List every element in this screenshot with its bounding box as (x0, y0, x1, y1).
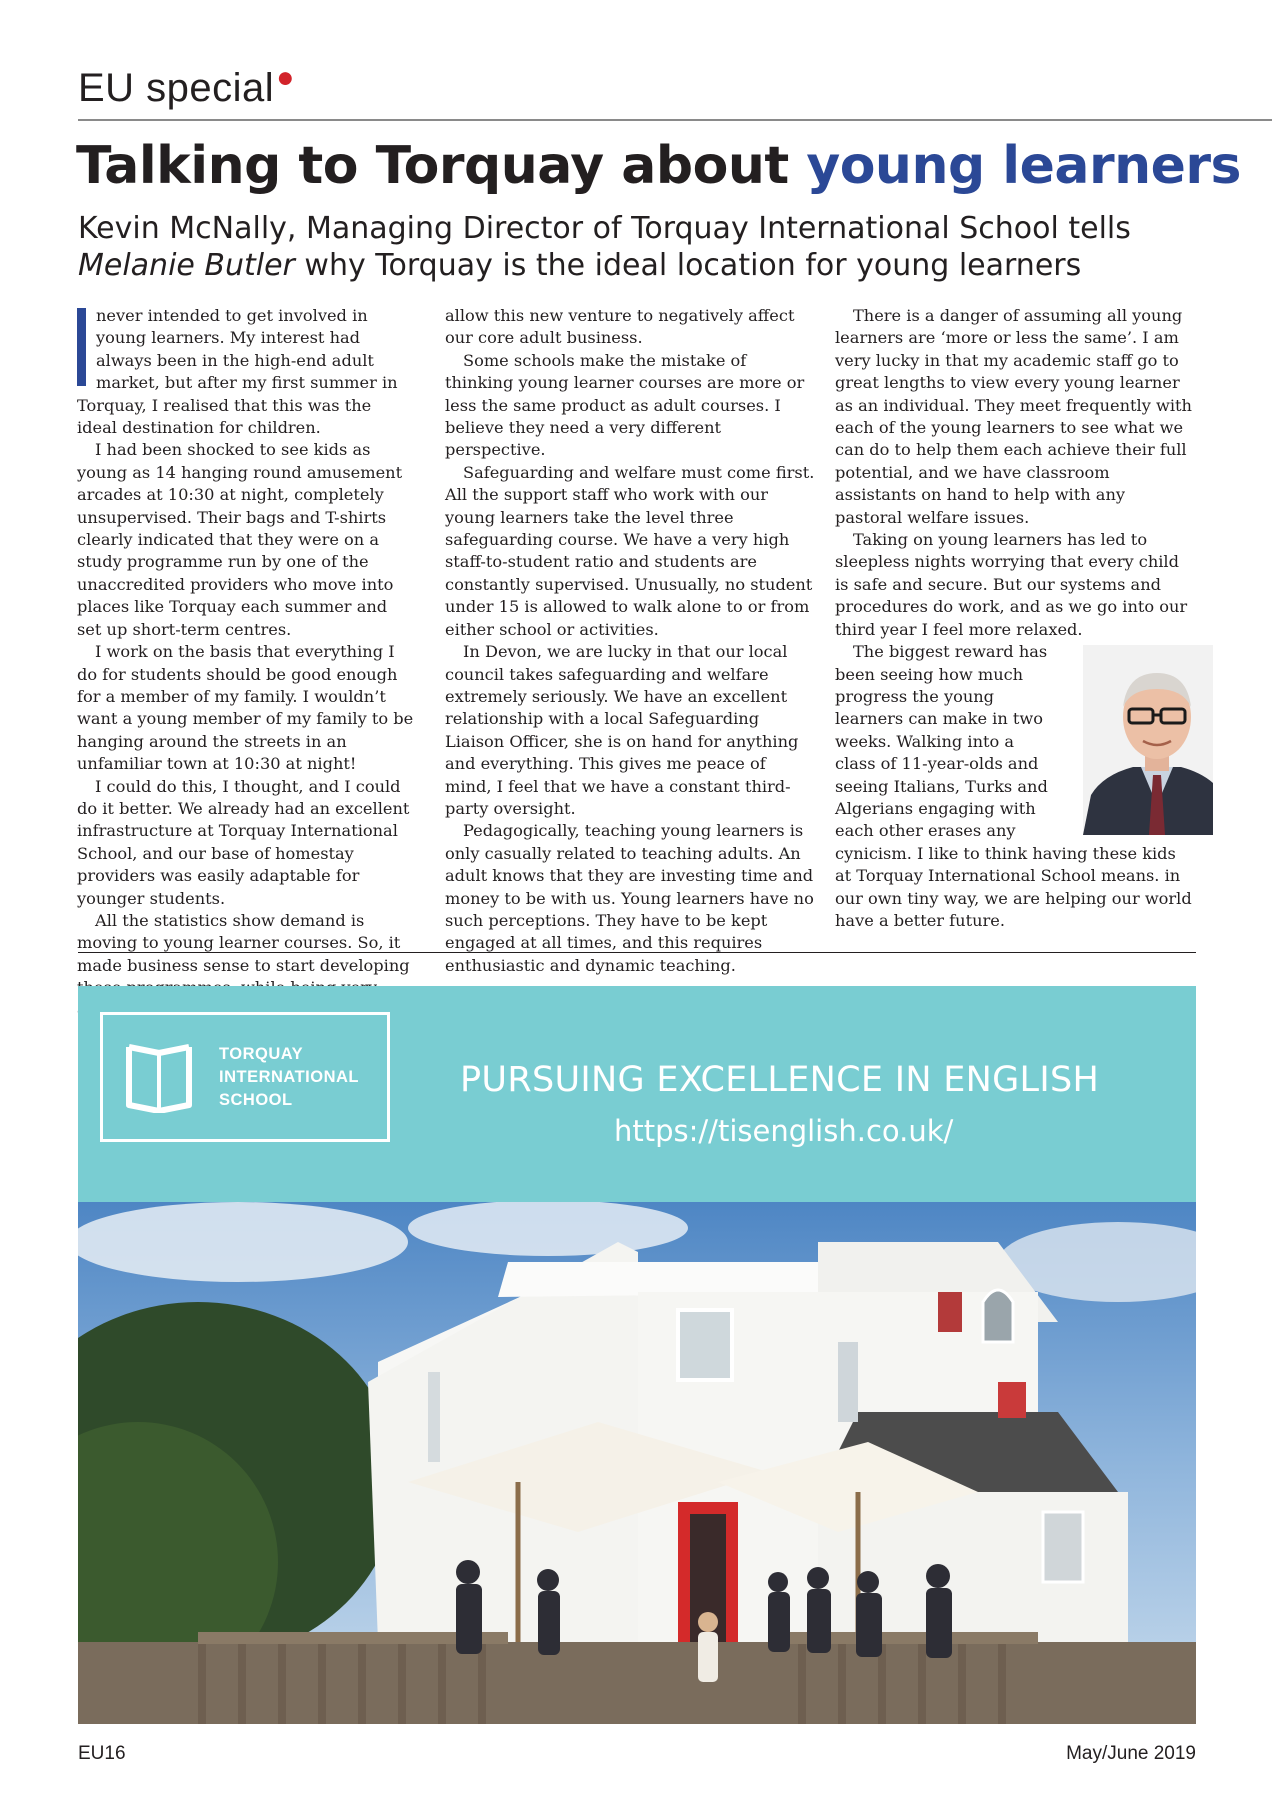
school-logo (100, 1012, 390, 1142)
section-label (78, 61, 295, 111)
standfirst-author: Melanie Butler (78, 248, 295, 283)
article-column-2 (445, 305, 815, 977)
logo-line: SCHOOL (219, 1091, 293, 1109)
dropcap-i-mark (77, 308, 86, 386)
article-paragraph: Some schools make the mistake of thinking young learner courses are more or less the same product as adult courses. I believe they need a very different perspective. (445, 350, 805, 460)
headline (76, 136, 1241, 196)
advert-url-link[interactable]: https://tisenglish.co.uk/ (614, 1114, 954, 1148)
standfirst (78, 210, 1188, 284)
logo-line: INTERNATIONAL (219, 1068, 360, 1086)
article-paragraph: never intended to get involved in young learners. My interest had always been in the high-end adult market, but after my first summer in Torquay, I realised that this was the ideal destination for children. (77, 306, 398, 438)
article-paragraph: I had been shocked to see kids as young as 14 hanging round amusement arcades at 10:30 at night, completely unsupervised. Their bags and T-shirts clearly indicated that they were on a study programme run by one of the unaccredited providers who move into places like Torquay each summer and set up short-term centres. (77, 440, 403, 639)
article-paragraph: In Devon, we are lucky in that our local council takes safeguarding and welfare extremely seriously. We have an excellent relationship with a local Safeguarding Liaison Officer, she is on hand for anything and everything. This gives me peace of mind, I feel that we have a constant third-party oversight. (445, 642, 799, 818)
article-column-3 (835, 305, 1195, 932)
headline-main: Talking to Torquay about (76, 136, 807, 196)
advert-banner (78, 986, 1196, 1202)
article-paragraph: There is a danger of assuming all young learners are ‘more or less the same’. I am very lucky in that my academic staff go to great lengths to view every young learner as an individual. They meet frequently with each of the young learners to see what we can do to help them each achieve their full potential, and we have classroom assistants on hand to help with any pastoral welfare issues. (835, 306, 1192, 527)
standfirst-line-2: why Torquay is the ideal location for young learners (294, 248, 1082, 283)
open-book-icon (125, 1041, 193, 1113)
standfirst-line-1: Kevin McNally, Managing Director of Torquay International School tells (78, 211, 1131, 246)
article-paragraph: Taking on young learners has led to sleepless nights worrying that every child is safe and secure. But our systems and procedures do work, and as we go into our third year I feel more relaxed. (835, 530, 1188, 639)
advert-tagline: PURSUING EXCELLENCE IN ENGLISH (460, 1060, 1100, 1100)
article-paragraph: All the statistics show demand is moving to young learner courses. So, it made business sense to start developing (77, 910, 410, 975)
article-paragraph: The biggest reward has been seeing how much progress the young learners can make in two weeks. Walking into a class of 11-year-olds and seeing Italians, Turks and Algerians engaging with each other erases any cynicism. I like to think having these kids at Torquay International School means. in our own tiny way, we are helping our world have a better future. (835, 641, 1195, 932)
article-paragraph: Pedagogically, teaching young learners is only casually related to teaching adults. An adult knows that they are investing time and money to be with us. Young learners have no such perceptions. They have to be kept engaged at all times, and this requires enthusiastic and dynamic teaching. (445, 821, 814, 975)
footer-page-number: EU16 (78, 1743, 126, 1764)
author-portrait-image (1065, 645, 1213, 835)
article-paragraph: I work on the basis that everything I do for students should be good enough for a member of my family. I wouldn’t want a young member of my family to be hanging around the streets in an unfamiliar town at 10:30 at night! (77, 642, 414, 774)
school-logo-text (219, 1043, 359, 1112)
mid-rule (78, 952, 1196, 953)
section-dot-icon: ● (276, 61, 295, 94)
section-label-text: EU special (78, 66, 275, 110)
top-rule (78, 119, 1272, 121)
footer-issue-date: May/June 2019 (1066, 1743, 1196, 1764)
article-paragraph: Safeguarding and welfare must come first. All the support staff who work with our young learners take the level three safeguarding course. We have a very high staff-to-student ratio and students are constantly supervised. Unusually, no student under 15 is allowed to walk alone to or from either school or activities. (445, 462, 815, 639)
school-building-photo (78, 1202, 1196, 1724)
article-column-1 (77, 305, 415, 1022)
article-paragraph: I could do this, I thought, and I could do it better. We already had an excellent infrastructure at Torquay International School, and our base of homestay providers was easily adaptable for younger students. (77, 776, 410, 908)
logo-line: TORQUAY (219, 1045, 304, 1063)
headline-accent: young learners (806, 136, 1242, 196)
article-paragraph: allow this new venture to negatively affect our core adult business. (445, 306, 795, 348)
